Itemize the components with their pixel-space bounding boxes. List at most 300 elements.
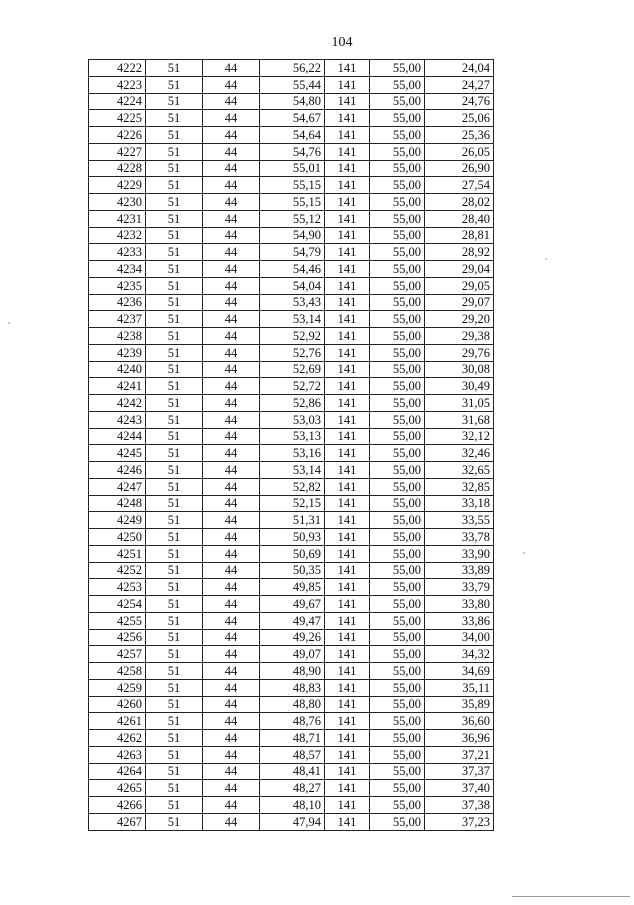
scan-speck	[523, 552, 525, 554]
value-f-cell: 32,85	[425, 478, 494, 495]
table-row	[89, 143, 494, 160]
row-id-cell: 4225	[89, 110, 146, 127]
row-id-cell: 4259	[89, 679, 146, 696]
value-c-cell: 49,07	[260, 646, 325, 663]
value-b-cell: 44	[203, 696, 260, 713]
value-b-cell: 44	[203, 679, 260, 696]
value-c-cell: 55,15	[260, 177, 325, 194]
value-e-cell: 55,00	[370, 143, 425, 160]
value-f-cell: 33,79	[425, 579, 494, 596]
value-b-cell: 44	[203, 110, 260, 127]
table-row	[89, 462, 494, 479]
value-d-cell: 141	[325, 361, 370, 378]
value-f-cell: 33,89	[425, 562, 494, 579]
scan-speck	[8, 322, 10, 324]
value-f-cell: 34,69	[425, 663, 494, 680]
value-a-cell: 51	[146, 746, 203, 763]
value-c-cell: 50,35	[260, 562, 325, 579]
row-id-cell: 4222	[89, 60, 146, 77]
value-f-cell: 24,04	[425, 60, 494, 77]
value-a-cell: 51	[146, 629, 203, 646]
value-c-cell: 54,64	[260, 127, 325, 144]
table-row	[89, 579, 494, 596]
row-id-cell: 4242	[89, 395, 146, 412]
value-b-cell: 44	[203, 646, 260, 663]
value-b-cell: 44	[203, 428, 260, 445]
value-c-cell: 52,86	[260, 395, 325, 412]
table-row	[89, 261, 494, 278]
value-e-cell: 55,00	[370, 344, 425, 361]
value-a-cell: 51	[146, 311, 203, 328]
value-d-cell: 141	[325, 160, 370, 177]
value-d-cell: 141	[325, 311, 370, 328]
value-f-cell: 36,96	[425, 730, 494, 747]
table-row	[89, 311, 494, 328]
value-c-cell: 54,90	[260, 227, 325, 244]
value-d-cell: 141	[325, 76, 370, 93]
row-id-cell: 4250	[89, 529, 146, 546]
row-id-cell: 4263	[89, 746, 146, 763]
value-d-cell: 141	[325, 797, 370, 814]
table-row	[89, 512, 494, 529]
value-b-cell: 44	[203, 813, 260, 830]
value-a-cell: 51	[146, 395, 203, 412]
value-f-cell: 32,65	[425, 462, 494, 479]
value-b-cell: 44	[203, 730, 260, 747]
value-e-cell: 55,00	[370, 612, 425, 629]
value-e-cell: 55,00	[370, 646, 425, 663]
row-id-cell: 4245	[89, 445, 146, 462]
value-e-cell: 55,00	[370, 780, 425, 797]
value-e-cell: 55,00	[370, 763, 425, 780]
row-id-cell: 4262	[89, 730, 146, 747]
table-row	[89, 646, 494, 663]
row-id-cell: 4254	[89, 596, 146, 613]
value-f-cell: 25,06	[425, 110, 494, 127]
value-a-cell: 51	[146, 763, 203, 780]
value-a-cell: 51	[146, 160, 203, 177]
value-b-cell: 44	[203, 395, 260, 412]
value-a-cell: 51	[146, 194, 203, 211]
value-c-cell: 52,69	[260, 361, 325, 378]
row-id-cell: 4243	[89, 411, 146, 428]
value-f-cell: 29,04	[425, 261, 494, 278]
value-f-cell: 28,40	[425, 210, 494, 227]
value-d-cell: 141	[325, 194, 370, 211]
value-b-cell: 44	[203, 227, 260, 244]
value-a-cell: 51	[146, 344, 203, 361]
value-b-cell: 44	[203, 311, 260, 328]
value-c-cell: 54,79	[260, 244, 325, 261]
value-c-cell: 53,16	[260, 445, 325, 462]
value-c-cell: 47,94	[260, 813, 325, 830]
value-d-cell: 141	[325, 596, 370, 613]
value-f-cell: 26,05	[425, 143, 494, 160]
value-d-cell: 141	[325, 579, 370, 596]
value-f-cell: 26,90	[425, 160, 494, 177]
value-a-cell: 51	[146, 730, 203, 747]
value-d-cell: 141	[325, 261, 370, 278]
value-c-cell: 55,15	[260, 194, 325, 211]
row-id-cell: 4239	[89, 344, 146, 361]
value-d-cell: 141	[325, 60, 370, 77]
row-id-cell: 4230	[89, 194, 146, 211]
value-c-cell: 52,92	[260, 328, 325, 345]
value-f-cell: 28,92	[425, 244, 494, 261]
row-id-cell: 4267	[89, 813, 146, 830]
value-d-cell: 141	[325, 177, 370, 194]
value-f-cell: 33,78	[425, 529, 494, 546]
row-id-cell: 4244	[89, 428, 146, 445]
value-b-cell: 44	[203, 445, 260, 462]
table-row	[89, 596, 494, 613]
value-e-cell: 55,00	[370, 512, 425, 529]
value-f-cell: 33,18	[425, 495, 494, 512]
value-e-cell: 55,00	[370, 562, 425, 579]
value-d-cell: 141	[325, 378, 370, 395]
value-c-cell: 54,46	[260, 261, 325, 278]
value-a-cell: 51	[146, 294, 203, 311]
value-f-cell: 37,21	[425, 746, 494, 763]
value-f-cell: 31,05	[425, 395, 494, 412]
value-d-cell: 141	[325, 629, 370, 646]
value-d-cell: 141	[325, 210, 370, 227]
value-d-cell: 141	[325, 746, 370, 763]
value-e-cell: 55,00	[370, 579, 425, 596]
value-c-cell: 54,80	[260, 93, 325, 110]
value-f-cell: 24,76	[425, 93, 494, 110]
value-a-cell: 51	[146, 60, 203, 77]
row-id-cell: 4251	[89, 545, 146, 562]
value-b-cell: 44	[203, 713, 260, 730]
table-row	[89, 244, 494, 261]
value-a-cell: 51	[146, 529, 203, 546]
row-id-cell: 4252	[89, 562, 146, 579]
table-row	[89, 93, 494, 110]
table-row	[89, 294, 494, 311]
value-f-cell: 35,11	[425, 679, 494, 696]
value-b-cell: 44	[203, 780, 260, 797]
table-row	[89, 395, 494, 412]
value-c-cell: 49,67	[260, 596, 325, 613]
row-id-cell: 4260	[89, 696, 146, 713]
value-f-cell: 32,12	[425, 428, 494, 445]
value-f-cell: 37,23	[425, 813, 494, 830]
value-a-cell: 51	[146, 579, 203, 596]
row-id-cell: 4246	[89, 462, 146, 479]
value-d-cell: 141	[325, 562, 370, 579]
data-table	[88, 59, 494, 831]
value-f-cell: 28,81	[425, 227, 494, 244]
value-e-cell: 55,00	[370, 378, 425, 395]
value-c-cell: 48,41	[260, 763, 325, 780]
row-id-cell: 4228	[89, 160, 146, 177]
value-a-cell: 51	[146, 76, 203, 93]
value-b-cell: 44	[203, 629, 260, 646]
value-b-cell: 44	[203, 411, 260, 428]
table-row	[89, 411, 494, 428]
row-id-cell: 4223	[89, 76, 146, 93]
row-id-cell: 4224	[89, 93, 146, 110]
value-c-cell: 48,10	[260, 797, 325, 814]
value-f-cell: 35,89	[425, 696, 494, 713]
row-id-cell: 4238	[89, 328, 146, 345]
row-id-cell: 4258	[89, 663, 146, 680]
value-b-cell: 44	[203, 612, 260, 629]
value-b-cell: 44	[203, 344, 260, 361]
row-id-cell: 4237	[89, 311, 146, 328]
value-f-cell: 29,05	[425, 277, 494, 294]
table-row	[89, 194, 494, 211]
value-c-cell: 53,14	[260, 311, 325, 328]
value-a-cell: 51	[146, 679, 203, 696]
value-a-cell: 51	[146, 328, 203, 345]
value-e-cell: 55,00	[370, 679, 425, 696]
row-id-cell: 4234	[89, 261, 146, 278]
value-e-cell: 55,00	[370, 227, 425, 244]
value-b-cell: 44	[203, 596, 260, 613]
value-a-cell: 51	[146, 545, 203, 562]
row-id-cell: 4235	[89, 277, 146, 294]
value-a-cell: 51	[146, 244, 203, 261]
value-e-cell: 55,00	[370, 813, 425, 830]
value-e-cell: 55,00	[370, 495, 425, 512]
value-a-cell: 51	[146, 177, 203, 194]
value-c-cell: 53,03	[260, 411, 325, 428]
value-c-cell: 49,26	[260, 629, 325, 646]
table-row	[89, 562, 494, 579]
value-c-cell: 52,72	[260, 378, 325, 395]
value-c-cell: 50,69	[260, 545, 325, 562]
scan-speck	[545, 258, 547, 260]
value-d-cell: 141	[325, 143, 370, 160]
row-id-cell: 4266	[89, 797, 146, 814]
value-e-cell: 55,00	[370, 462, 425, 479]
value-d-cell: 141	[325, 780, 370, 797]
value-b-cell: 44	[203, 579, 260, 596]
value-d-cell: 141	[325, 495, 370, 512]
value-a-cell: 51	[146, 562, 203, 579]
row-id-cell: 4257	[89, 646, 146, 663]
value-e-cell: 55,00	[370, 478, 425, 495]
value-a-cell: 51	[146, 663, 203, 680]
table-row	[89, 227, 494, 244]
value-a-cell: 51	[146, 411, 203, 428]
value-c-cell: 54,67	[260, 110, 325, 127]
value-a-cell: 51	[146, 462, 203, 479]
table-row	[89, 210, 494, 227]
value-f-cell: 34,00	[425, 629, 494, 646]
row-id-cell: 4236	[89, 294, 146, 311]
value-d-cell: 141	[325, 395, 370, 412]
value-d-cell: 141	[325, 646, 370, 663]
row-id-cell: 4255	[89, 612, 146, 629]
table-row	[89, 378, 494, 395]
value-a-cell: 51	[146, 646, 203, 663]
value-b-cell: 44	[203, 60, 260, 77]
table-row	[89, 328, 494, 345]
value-e-cell: 55,00	[370, 746, 425, 763]
value-a-cell: 51	[146, 612, 203, 629]
value-a-cell: 51	[146, 797, 203, 814]
table-row	[89, 780, 494, 797]
value-e-cell: 55,00	[370, 730, 425, 747]
value-f-cell: 37,37	[425, 763, 494, 780]
value-e-cell: 55,00	[370, 545, 425, 562]
row-id-cell: 4233	[89, 244, 146, 261]
value-c-cell: 56,22	[260, 60, 325, 77]
table-row	[89, 763, 494, 780]
value-b-cell: 44	[203, 244, 260, 261]
value-c-cell: 48,90	[260, 663, 325, 680]
table-row	[89, 730, 494, 747]
value-d-cell: 141	[325, 462, 370, 479]
table-row	[89, 713, 494, 730]
value-e-cell: 55,00	[370, 445, 425, 462]
table-row	[89, 813, 494, 830]
value-d-cell: 141	[325, 512, 370, 529]
value-c-cell: 55,12	[260, 210, 325, 227]
table-row	[89, 797, 494, 814]
value-a-cell: 51	[146, 445, 203, 462]
value-c-cell: 52,82	[260, 478, 325, 495]
table-row	[89, 60, 494, 77]
value-e-cell: 55,00	[370, 328, 425, 345]
table-row	[89, 495, 494, 512]
value-d-cell: 141	[325, 445, 370, 462]
value-e-cell: 55,00	[370, 529, 425, 546]
value-a-cell: 51	[146, 713, 203, 730]
value-f-cell: 33,90	[425, 545, 494, 562]
value-c-cell: 48,71	[260, 730, 325, 747]
value-c-cell: 53,13	[260, 428, 325, 445]
value-b-cell: 44	[203, 462, 260, 479]
value-f-cell: 29,20	[425, 311, 494, 328]
value-e-cell: 55,00	[370, 663, 425, 680]
value-c-cell: 48,83	[260, 679, 325, 696]
footer-rule	[512, 896, 630, 897]
value-e-cell: 55,00	[370, 76, 425, 93]
row-id-cell: 4226	[89, 127, 146, 144]
value-e-cell: 55,00	[370, 596, 425, 613]
value-e-cell: 55,00	[370, 93, 425, 110]
value-f-cell: 33,80	[425, 596, 494, 613]
value-f-cell: 30,49	[425, 378, 494, 395]
value-b-cell: 44	[203, 127, 260, 144]
value-a-cell: 51	[146, 93, 203, 110]
value-b-cell: 44	[203, 562, 260, 579]
value-e-cell: 55,00	[370, 127, 425, 144]
value-a-cell: 51	[146, 261, 203, 278]
table-row	[89, 277, 494, 294]
value-d-cell: 141	[325, 227, 370, 244]
value-e-cell: 55,00	[370, 629, 425, 646]
value-d-cell: 141	[325, 663, 370, 680]
value-c-cell: 49,47	[260, 612, 325, 629]
value-b-cell: 44	[203, 277, 260, 294]
row-id-cell: 4231	[89, 210, 146, 227]
value-c-cell: 53,14	[260, 462, 325, 479]
value-d-cell: 141	[325, 612, 370, 629]
value-a-cell: 51	[146, 495, 203, 512]
table-row	[89, 529, 494, 546]
value-b-cell: 44	[203, 328, 260, 345]
value-f-cell: 33,55	[425, 512, 494, 529]
value-e-cell: 55,00	[370, 261, 425, 278]
value-d-cell: 141	[325, 696, 370, 713]
table-row	[89, 361, 494, 378]
value-f-cell: 28,02	[425, 194, 494, 211]
value-d-cell: 141	[325, 110, 370, 127]
table-row	[89, 160, 494, 177]
value-e-cell: 55,00	[370, 160, 425, 177]
value-c-cell: 55,44	[260, 76, 325, 93]
value-a-cell: 51	[146, 110, 203, 127]
value-b-cell: 44	[203, 378, 260, 395]
value-a-cell: 51	[146, 696, 203, 713]
row-id-cell: 4264	[89, 763, 146, 780]
row-id-cell: 4256	[89, 629, 146, 646]
value-b-cell: 44	[203, 143, 260, 160]
value-f-cell: 27,54	[425, 177, 494, 194]
value-a-cell: 51	[146, 143, 203, 160]
value-b-cell: 44	[203, 512, 260, 529]
value-b-cell: 44	[203, 763, 260, 780]
value-b-cell: 44	[203, 663, 260, 680]
table-row	[89, 110, 494, 127]
value-d-cell: 141	[325, 411, 370, 428]
value-e-cell: 55,00	[370, 294, 425, 311]
table-row	[89, 177, 494, 194]
value-c-cell: 53,43	[260, 294, 325, 311]
value-f-cell: 24,27	[425, 76, 494, 93]
value-a-cell: 51	[146, 478, 203, 495]
value-d-cell: 141	[325, 545, 370, 562]
value-d-cell: 141	[325, 813, 370, 830]
value-f-cell: 32,46	[425, 445, 494, 462]
row-id-cell: 4249	[89, 512, 146, 529]
value-b-cell: 44	[203, 746, 260, 763]
value-d-cell: 141	[325, 294, 370, 311]
value-e-cell: 55,00	[370, 696, 425, 713]
value-e-cell: 55,00	[370, 411, 425, 428]
value-c-cell: 48,27	[260, 780, 325, 797]
value-d-cell: 141	[325, 127, 370, 144]
value-c-cell: 52,15	[260, 495, 325, 512]
row-id-cell: 4229	[89, 177, 146, 194]
value-c-cell: 48,57	[260, 746, 325, 763]
table-row	[89, 746, 494, 763]
value-c-cell: 54,04	[260, 277, 325, 294]
table-row	[89, 76, 494, 93]
value-b-cell: 44	[203, 160, 260, 177]
value-a-cell: 51	[146, 512, 203, 529]
value-d-cell: 141	[325, 244, 370, 261]
value-d-cell: 141	[325, 478, 370, 495]
value-b-cell: 44	[203, 478, 260, 495]
value-d-cell: 141	[325, 730, 370, 747]
value-e-cell: 55,00	[370, 428, 425, 445]
value-c-cell: 49,85	[260, 579, 325, 596]
row-id-cell: 4232	[89, 227, 146, 244]
value-c-cell: 48,80	[260, 696, 325, 713]
value-a-cell: 51	[146, 780, 203, 797]
row-id-cell: 4265	[89, 780, 146, 797]
value-f-cell: 37,38	[425, 797, 494, 814]
value-e-cell: 55,00	[370, 797, 425, 814]
table-body	[89, 60, 494, 831]
value-a-cell: 51	[146, 127, 203, 144]
